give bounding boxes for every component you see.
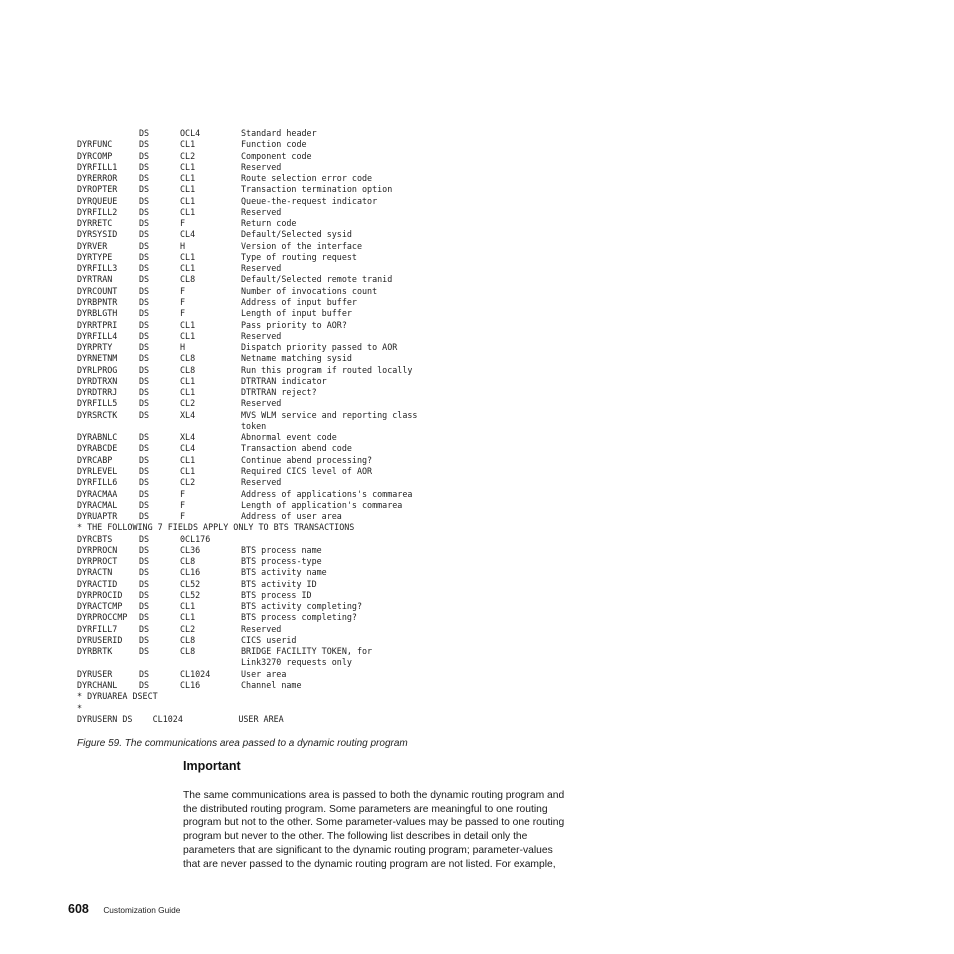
field-comment: Reserved [241, 398, 282, 409]
field-label: DYRLEVEL [77, 465, 118, 476]
field-operand: F [180, 218, 186, 229]
field-comment: Address of user area [241, 511, 342, 522]
field-directive: DS [139, 263, 150, 274]
field-operand: CL1 [180, 612, 196, 623]
code-line [77, 410, 517, 421]
field-label: DYRNETNM [77, 353, 118, 364]
field-directive: DS [139, 195, 150, 206]
field-operand: H [180, 240, 186, 251]
field-label: DYRSRCTK [77, 409, 118, 420]
field-comment: Reserved [241, 263, 282, 274]
field-comment: Queue-the-request indicator [241, 195, 378, 206]
code-line [77, 556, 517, 567]
field-operand: CL16 [180, 680, 201, 691]
code-line [77, 320, 517, 331]
field-label: DYRFILL5 [77, 398, 118, 409]
field-label: DYRFILL4 [77, 330, 118, 341]
code-line [77, 443, 517, 454]
field-directive: DS [139, 161, 150, 172]
code-line [77, 522, 517, 533]
code-line [77, 489, 517, 500]
field-operand: 0CL176 [180, 533, 211, 544]
code-line [77, 714, 517, 725]
field-comment: Reserved [241, 206, 282, 217]
code-line [77, 534, 517, 545]
field-directive: DS [139, 229, 150, 240]
code-line [77, 252, 517, 263]
field-comment: BTS process completing? [241, 612, 357, 623]
field-label: DYRUSER [77, 668, 113, 679]
field-label: DYRUAPTR [77, 511, 118, 522]
field-directive: DS [139, 409, 150, 420]
field-operand: CL1 [180, 263, 196, 274]
field-label: DYRCOUNT [77, 285, 118, 296]
code-line [77, 139, 517, 150]
code-line [77, 590, 517, 601]
code-line [77, 545, 517, 556]
code-line [77, 669, 517, 680]
code-line [77, 196, 517, 207]
code-line [77, 398, 517, 409]
field-directive: DS [139, 432, 150, 443]
field-comment: Type of routing request [241, 251, 357, 262]
code-line [77, 601, 517, 612]
field-comment: Transaction termination option [241, 184, 393, 195]
code-text: * [77, 702, 83, 713]
code-line [77, 353, 517, 364]
code-line [77, 703, 517, 714]
field-directive: DS [139, 184, 150, 195]
field-label: DYRUSERID [77, 634, 123, 645]
body-line: program but not to the other. Some parameter-values may be passed to one routing [183, 817, 565, 829]
code-line [77, 511, 517, 522]
field-comment: Reserved [241, 623, 282, 634]
field-directive: DS [139, 353, 150, 364]
field-comment: Length of input buffer [241, 308, 352, 319]
field-label: DYRQUEUE [77, 195, 118, 206]
body-line: The same communications area is passed to both the dynamic routing program and [183, 790, 565, 801]
field-operand: CL8 [180, 274, 196, 285]
code-line [77, 218, 517, 229]
field-comment: Transaction abend code [241, 443, 352, 454]
field-label: DYRCHANL [77, 680, 118, 691]
code-line [77, 297, 517, 308]
field-comment: Return code [241, 218, 297, 229]
field-comment: BTS process ID [241, 589, 312, 600]
field-comment: CICS userid [241, 634, 297, 645]
field-operand: CL4 [180, 443, 196, 454]
field-comment: Address of input buffer [241, 296, 357, 307]
field-label: DYRACTID [77, 578, 118, 589]
field-label: DYRFILL3 [77, 263, 118, 274]
field-label: DYRTYPE [77, 251, 113, 262]
field-label: DYRBPNTR [77, 296, 118, 307]
field-operand: CL1024 [180, 668, 211, 679]
code-line [77, 466, 517, 477]
field-directive: DS [139, 364, 150, 375]
field-operand: XL4 [180, 409, 196, 420]
code-line [77, 184, 517, 195]
section-heading: Important [183, 759, 241, 773]
page-footer [68, 900, 180, 918]
code-line [77, 286, 517, 297]
code-line [77, 128, 517, 139]
field-operand: F [180, 285, 186, 296]
field-operand: CL1 [180, 173, 196, 184]
field-label: DYRRETC [77, 218, 113, 229]
code-line [77, 567, 517, 578]
field-comment: Reserved [241, 477, 282, 488]
field-directive: DS [139, 533, 150, 544]
field-directive: DS [139, 296, 150, 307]
field-comment: Run this program if routed locally [241, 364, 413, 375]
field-label: DYRFILL6 [77, 477, 118, 488]
field-operand: CL1 [180, 319, 196, 330]
field-operand: CL1 [180, 601, 196, 612]
field-comment: Required CICS level of AOR [241, 465, 373, 476]
field-comment: Netname matching sysid [241, 353, 352, 364]
code-line [77, 376, 517, 387]
field-operand: CL2 [180, 623, 196, 634]
field-comment: Link3270 requests only [241, 657, 352, 668]
code-line [77, 229, 517, 240]
field-directive: DS [139, 387, 150, 398]
field-comment: BTS process name [241, 544, 322, 555]
code-line [77, 624, 517, 635]
field-label: DYRFUNC [77, 139, 113, 150]
field-directive: DS [139, 567, 150, 578]
code-line [77, 691, 517, 702]
field-label: DYRPROCT [77, 556, 118, 567]
field-directive: DS [139, 398, 150, 409]
field-label: DYRPROCN [77, 544, 118, 555]
field-label: DYRABNLC [77, 432, 118, 443]
code-line [77, 173, 517, 184]
field-directive: DS [139, 206, 150, 217]
field-directive: DS [139, 139, 150, 150]
field-comment: Abnormal event code [241, 432, 337, 443]
field-operand: XL4 [180, 432, 196, 443]
field-directive: DS [139, 274, 150, 285]
code-line [77, 263, 517, 274]
field-label: DYRACMAL [77, 499, 118, 510]
field-directive: DS [139, 150, 150, 161]
field-comment: Default/Selected sysid [241, 229, 352, 240]
code-line [77, 421, 517, 432]
field-comment: Dispatch priority passed to AOR [241, 342, 398, 353]
code-line [77, 308, 517, 319]
code-line [77, 342, 517, 353]
book-title: Customization Guide [103, 905, 181, 915]
field-label: DYRBLGTH [77, 308, 118, 319]
code-line [77, 365, 517, 376]
field-operand: CL8 [180, 646, 196, 657]
field-label: DYRFILL1 [77, 161, 118, 172]
body-paragraph [183, 789, 623, 871]
field-directive: DS [139, 173, 150, 184]
field-comment: token [241, 420, 267, 431]
field-directive: DS [139, 330, 150, 341]
field-directive: DS [139, 308, 150, 319]
dsect-code-listing [77, 128, 517, 725]
field-operand: CL1 [180, 161, 196, 172]
field-operand: F [180, 308, 186, 319]
field-directive: DS [139, 612, 150, 623]
field-comment: Length of application's commarea [241, 499, 403, 510]
body-line: that are never passed to the dynamic routing program are not listed. For example, [183, 858, 556, 870]
field-operand: CL1 [180, 184, 196, 195]
field-label: DYRVER [77, 240, 108, 251]
field-comment: Continue abend processing? [241, 454, 373, 465]
code-line [77, 635, 517, 646]
field-comment: BTS activity ID [241, 578, 317, 589]
field-directive: DS [139, 544, 150, 555]
code-line [77, 657, 517, 668]
field-label: DYRACTCMP [77, 601, 123, 612]
field-operand: CL2 [180, 398, 196, 409]
field-label: DYRFILL7 [77, 623, 118, 634]
field-directive: DS [139, 668, 150, 679]
field-comment: Component code [241, 150, 312, 161]
body-line: the distributed routing program. Some parameters are meaningful to one routing [183, 803, 548, 815]
field-directive: DS [139, 680, 150, 691]
field-operand: F [180, 488, 186, 499]
page-number: 608 [68, 902, 89, 916]
field-operand: CL1 [180, 206, 196, 217]
field-directive: DS [139, 488, 150, 499]
field-directive: DS [139, 646, 150, 657]
field-directive: DS [139, 285, 150, 296]
field-operand: CL8 [180, 634, 196, 645]
field-label: DYRDTRXN [77, 375, 118, 386]
field-operand: CL1 [180, 387, 196, 398]
field-comment: BTS activity completing? [241, 601, 363, 612]
field-directive: DS [139, 443, 150, 454]
code-text: DYRUSERN DS CL1024 USER AREA [77, 713, 284, 724]
field-label: DYRCBTS [77, 533, 113, 544]
field-directive: DS [139, 218, 150, 229]
code-text: * THE FOLLOWING 7 FIELDS APPLY ONLY TO BTS TRANSACTIONS [77, 522, 355, 533]
field-comment: Route selection error code [241, 173, 373, 184]
field-label: DYRPROCID [77, 589, 123, 600]
field-label: DYRBRTK [77, 646, 113, 657]
field-directive: DS [139, 375, 150, 386]
field-operand: OCL4 [180, 128, 201, 138]
field-operand: CL1 [180, 454, 196, 465]
field-comment: DTRTRAN indicator [241, 375, 327, 386]
field-operand: CL52 [180, 578, 201, 589]
code-line [77, 646, 517, 657]
code-line [77, 432, 517, 443]
field-comment: Reserved [241, 330, 282, 341]
field-directive: DS [139, 465, 150, 476]
body-line: parameters that are significant to the dynamic routing program; parameter-values [183, 844, 553, 856]
field-operand: CL8 [180, 364, 196, 375]
field-comment: Version of the interface [241, 240, 363, 251]
figure-caption: Figure 59. The communications area passed to a dynamic routing program [77, 738, 408, 749]
field-operand: CL1 [180, 195, 196, 206]
field-comment: DTRTRAN reject? [241, 387, 317, 398]
field-operand: CL8 [180, 353, 196, 364]
field-operand: CL4 [180, 229, 196, 240]
field-directive: DS [139, 601, 150, 612]
field-operand: F [180, 511, 186, 522]
field-comment: Standard header [241, 128, 317, 138]
field-label: DYRSYSID [77, 229, 118, 240]
field-directive: DS [139, 342, 150, 353]
code-line [77, 500, 517, 511]
field-operand: H [180, 342, 186, 353]
code-line [77, 477, 517, 488]
field-directive: DS [139, 578, 150, 589]
field-operand: CL2 [180, 150, 196, 161]
field-comment: Pass priority to AOR? [241, 319, 347, 330]
field-operand: CL1 [180, 375, 196, 386]
field-directive: DS [139, 251, 150, 262]
code-line [77, 612, 517, 623]
field-operand: CL1 [180, 330, 196, 341]
code-text: * DYRUAREA DSECT [77, 691, 158, 702]
field-label: DYRPRTY [77, 342, 113, 353]
code-line [77, 151, 517, 162]
field-comment: Number of invocations count [241, 285, 378, 296]
field-label: DYRLPROG [77, 364, 118, 375]
field-directive: DS [139, 511, 150, 522]
field-directive: DS [139, 556, 150, 567]
field-comment: BRIDGE FACILITY TOKEN, for [241, 646, 373, 657]
code-line [77, 579, 517, 590]
field-comment: Function code [241, 139, 307, 150]
code-line [77, 207, 517, 218]
field-comment: BTS activity name [241, 567, 327, 578]
field-directive: DS [139, 589, 150, 600]
field-label: DYRERROR [77, 173, 118, 184]
code-line [77, 241, 517, 252]
field-comment: Address of applications's commarea [241, 488, 413, 499]
field-label: DYRCOMP [77, 150, 113, 161]
field-label: DYRABCDE [77, 443, 118, 454]
code-line [77, 455, 517, 466]
field-label: DYRDTRRJ [77, 387, 118, 398]
field-comment: BTS process-type [241, 556, 322, 567]
field-label: DYROPTER [77, 184, 118, 195]
field-directive: DS [139, 499, 150, 510]
field-directive: DS [139, 623, 150, 634]
field-label: DYRACTN [77, 567, 113, 578]
field-label: DYRRTPRI [77, 319, 118, 330]
field-comment: User area [241, 668, 287, 679]
field-comment: Channel name [241, 680, 302, 691]
field-operand: CL1 [180, 251, 196, 262]
field-directive: DS [139, 128, 150, 138]
field-label: DYRPROCCMP [77, 612, 128, 623]
field-operand: CL16 [180, 567, 201, 578]
field-label: DYRFILL2 [77, 206, 118, 217]
field-comment: MVS WLM service and reporting class [241, 409, 418, 420]
field-label: DYRCABP [77, 454, 113, 465]
field-operand: CL2 [180, 477, 196, 488]
body-line: program but never to the other. The following list describes in detail only the [183, 831, 528, 843]
field-operand: CL36 [180, 544, 201, 555]
field-operand: F [180, 296, 186, 307]
field-label: DYRACMAA [77, 488, 118, 499]
code-line [77, 274, 517, 285]
field-operand: CL8 [180, 556, 196, 567]
field-operand: F [180, 499, 186, 510]
code-line [77, 387, 517, 398]
field-directive: DS [139, 477, 150, 488]
field-comment: Reserved [241, 161, 282, 172]
code-line [77, 331, 517, 342]
field-comment: Default/Selected remote tranid [241, 274, 393, 285]
field-operand: CL1 [180, 139, 196, 150]
field-operand: CL52 [180, 589, 201, 600]
field-directive: DS [139, 454, 150, 465]
field-directive: DS [139, 634, 150, 645]
field-directive: DS [139, 240, 150, 251]
field-label: DYRTRAN [77, 274, 113, 285]
code-line [77, 680, 517, 691]
field-directive: DS [139, 319, 150, 330]
field-operand: CL1 [180, 465, 196, 476]
code-line [77, 162, 517, 173]
